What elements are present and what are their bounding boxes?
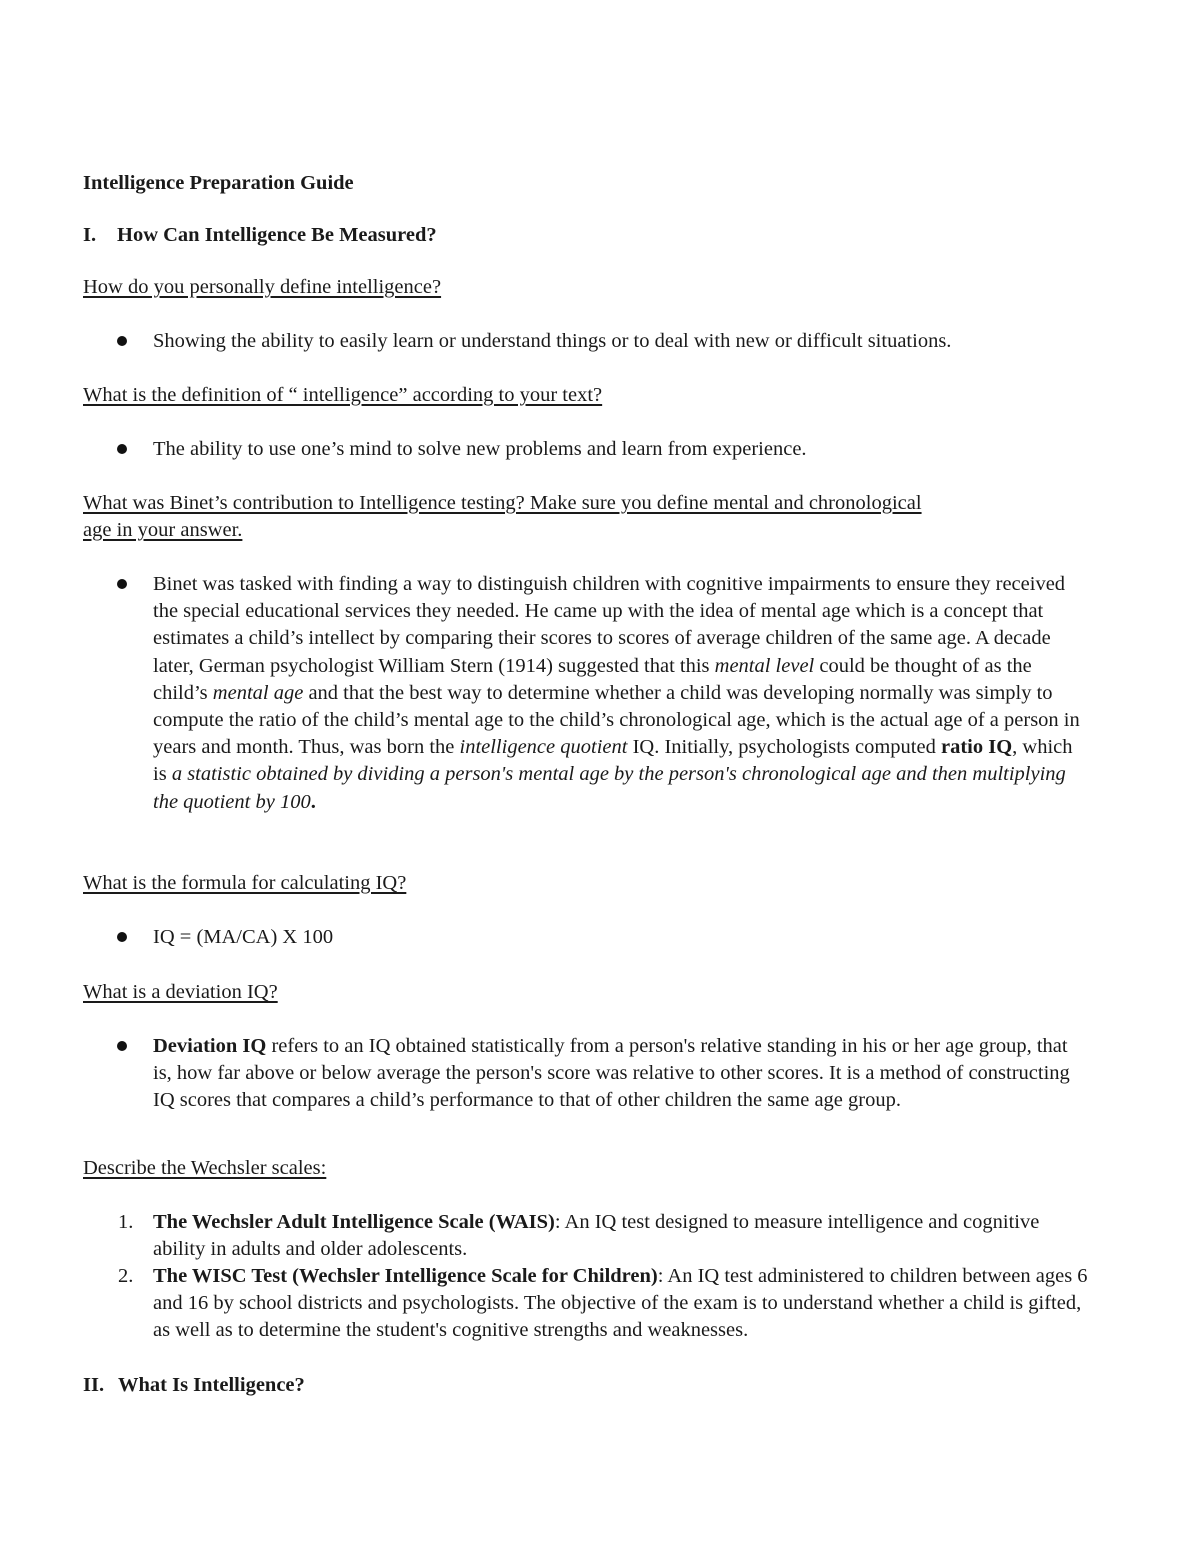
answer-text-definition: The ability to use one’s mind to solve new problems and learn from experience. (153, 438, 807, 460)
question-text-definition: What is the definition of “ intelligence” according to your text? (83, 384, 603, 406)
list-number: 1. (118, 1211, 134, 1233)
bullet-icon (117, 444, 127, 454)
question-binet-line1: What was Binet’s contribution to Intelligence testing? Make sure you define mental and chronological (83, 492, 922, 514)
list-number: 2. (118, 1265, 134, 1287)
document-title: Intelligence Preparation Guide (83, 172, 354, 194)
answer-iq-formula: IQ = (MA/CA) X 100 (153, 926, 334, 948)
term-mental-age: mental age (212, 681, 304, 704)
term-wisc: The WISC Test (Wechsler Intelligence Scale for Children) (153, 1265, 658, 1287)
answer-deviation-text: refers to an IQ obtained statistically from a person's relative standing in his or her age group, that is, how far above or below average the person's score was relative to other scores. It is a method of constructing IQ scores that compares a child’s performance to that of other children the same age group. (153, 1035, 1070, 1112)
answer-deviation-iq (153, 1033, 1088, 1115)
term-mental-level: mental level (714, 654, 815, 677)
question-personal-definition: How do you personally define intelligence? (83, 276, 442, 298)
wisc-description: : An IQ test administered to children between ages 6 and 16 by school districts and psychologists. The objective of the exam is to understand whether a child is gifted, as well as to determine the student's cognitive strengths and weaknesses. (153, 1265, 1088, 1342)
section-heading-1 (83, 222, 437, 249)
answer-binet-text: Binet was tasked with finding a way to distinguish children with cognitive impairments to ensure they received the special educational services they needed. He came up with the idea of mental age which is a concept that estimates a child’s intellect by comparing their scores to scores of average children of the same age. A decade later, German psychologist William Stern (1914) suggested that this (153, 573, 1066, 677)
answer-binet-text: , which is (153, 736, 1073, 786)
question-iq-formula: What is the formula for calculating IQ? (83, 872, 407, 894)
bullet-icon (117, 932, 127, 942)
section-number: II. (83, 1374, 105, 1396)
term-ratio-iq: ratio IQ (940, 736, 1013, 759)
answer-binet-text: could be thought of as the child’s (153, 654, 1032, 704)
question-binet-line2: age in your answer. (83, 519, 243, 541)
list-item-wisc (153, 1263, 1088, 1345)
question-deviation-iq: What is a deviation IQ? (83, 981, 278, 1003)
section-title: What Is Intelligence? (118, 1374, 305, 1396)
term-deviation-iq: Deviation IQ (153, 1035, 267, 1057)
term-wais: The Wechsler Adult Intelligence Scale (WAIS) (153, 1211, 555, 1233)
ratio-iq-definition: a statistic obtained by dividing a person's mental age by the person's chronological age and then multiplying the quotient by 100 (153, 763, 1066, 813)
answer-binet-text: and that the best way to determine whether a child was developing normally was simply to compute the ratio of the child’s mental age to the child’s chronological age, which is the actual age of a person in years and month. Thus, was born the (153, 681, 1080, 759)
answer-binet-period: . (310, 790, 316, 813)
answer-personal-definition: Showing the ability to easily learn or understand things or to deal with new or difficult situations. (153, 330, 952, 352)
bullet-icon (117, 336, 127, 346)
section-title: How Can Intelligence Be Measured? (117, 224, 437, 246)
bullet-icon (117, 579, 127, 589)
term-intelligence-quotient: intelligence quotient (459, 736, 628, 759)
question-wechsler-scales: Describe the Wechsler scales: (83, 1157, 327, 1179)
list-item-wais (153, 1209, 1088, 1263)
section-number: I. (83, 224, 97, 246)
wais-description: : An IQ test designed to measure intelligence and cognitive ability in adults and older adolescents. (153, 1211, 1040, 1261)
answer-binet-text: IQ. Initially, psychologists computed (627, 736, 941, 759)
answer-binet (153, 571, 1088, 816)
bullet-icon (117, 1041, 127, 1051)
section-heading-2 (83, 1372, 305, 1399)
